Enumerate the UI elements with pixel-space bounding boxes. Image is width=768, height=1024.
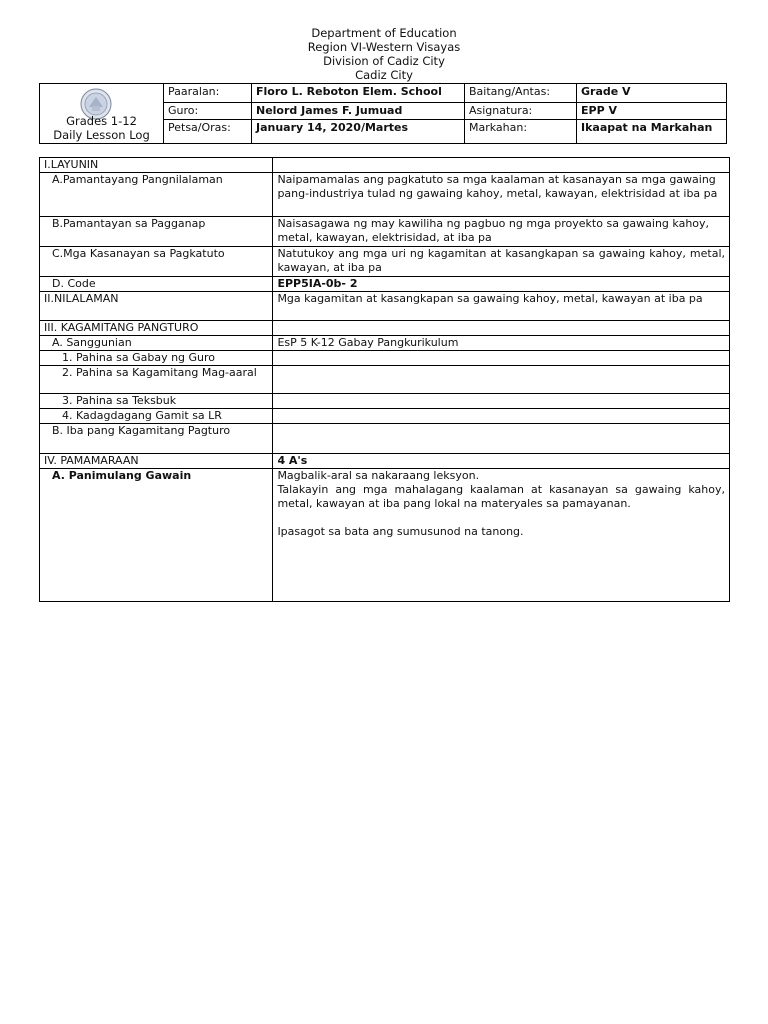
iba-pang-kagamitang-label: B. Iba pang Kagamitang Pagturo [40,424,273,454]
header-line-region: Region VI-Western Visayas [307,40,461,54]
paaralan-value: Floro L. Reboton Elem. School [251,83,465,103]
pamantayang-pangnilalaman-label: A.Pamantayang Pangnilalaman [40,173,273,217]
pahina-kagamitang-mag-aaral-label: 2. Pahina sa Kagamitang Mag-aaral [40,366,273,394]
pahina-gabay-guro-label: 1. Pahina sa Gabay ng Guro [40,351,273,366]
sanggunian-label: A. Sanggunian [40,336,273,351]
kagamitang-pangturo-label: III. KAGAMITANG PANGTURO [40,321,273,336]
pamamaraan-value: 4 A's [273,454,730,469]
grades-label: Grades 1-12 [66,114,137,128]
table-row [40,158,730,173]
markahan-value: Ikaapat na Markahan [576,119,727,144]
petsa-label: Petsa/Oras: [163,119,252,144]
header-line-department: Department of Education [311,26,457,40]
header-line-city: Cadiz City [355,68,413,82]
panimulang-gawain-paragraph-3: Ipasagot sa bata ang sumusunod na tanong. [277,525,524,538]
sanggunian-value: EsP 5 K-12 Gabay Pangkurikulum [273,336,730,351]
table-row [40,173,730,217]
kadagdagang-gamit-label: 4. Kadagdagang Gamit sa LR [40,409,273,424]
table-row [40,351,730,366]
paaralan-label: Paaralan: [163,83,252,103]
nilalaman-label: II.NILALAMAN [40,292,273,321]
nilalaman-value: Mga kagamitan at kasangkapan sa gawaing kahoy, metal, kawayan at iba pa [273,292,730,321]
table-row [40,454,730,469]
table-row [40,321,730,336]
table-row [40,247,730,277]
layunin-label: I.LAYUNIN [40,158,273,173]
guro-value: Nelord James F. Jumuad [251,102,465,120]
kasanayan-sa-pagkatuto-label: C.Mga Kasanayan sa Pagkatuto [40,247,273,277]
table-row [40,366,730,394]
pamantayan-sa-pagganap-label: B.Pamantayan sa Pagganap [40,217,273,247]
table-row [40,394,730,409]
pamantayang-pangnilalaman-value: Naipamamalas ang pagkatuto sa mga kaalaman at kasanayan sa mga gawaing pang-industriya tulad ng gawaing kahoy, metal, kawayan, elektrisidad at iba pa [273,173,730,217]
table-row [40,469,730,602]
panimulang-gawain-paragraph-1: Magbalik-aral sa nakaraang leksyon. [277,469,480,482]
baitang-label: Baitang/Antas: [464,83,577,103]
panimulang-gawain-label: A. Panimulang Gawain [40,469,273,602]
header-line-division: Division of Cadiz City [323,54,445,68]
lesson-table [39,157,730,602]
kasanayan-sa-pagkatuto-value: Natutukoy ang mga uri ng kagamitan at kasangkapan sa gawaing kahoy, metal, kawayan, at iba pa [273,247,730,277]
pahina-kagamitang-mag-aaral-value [273,366,730,394]
kagamitang-pangturo-value [273,321,730,336]
layunin-value [273,158,730,173]
table-row [40,277,730,292]
petsa-value: January 14, 2020/Martes [251,119,465,144]
markahan-label: Markahan: [464,119,577,144]
baitang-value: Grade V [576,83,727,103]
pamamaraan-label: IV. PAMAMARAAN [40,454,273,469]
pahina-teksbuk-value [273,394,730,409]
asignatura-value: EPP V [576,102,727,120]
table-row [40,409,730,424]
panimulang-gawain-value [273,469,730,602]
pamantayan-sa-pagganap-value: Naisasagawa ng may kawiliha ng pagbuo ng mga proyekto sa gawaing kahoy, metal, kawayan, elektrisidad, at iba pa [273,217,730,247]
guro-label: Guro: [163,102,252,120]
table-row [40,336,730,351]
kadagdagang-gamit-value [273,409,730,424]
code-label: D. Code [40,277,273,292]
table-row [40,292,730,321]
code-value: EPP5IA-0b- 2 [273,277,730,292]
panimulang-gawain-paragraph-2: Talakayin ang mga mahalagang kaalaman at kasanayan sa gawaing kahoy, metal, kawayan at iba pang lokal na materyales sa pamayanan. [277,483,725,510]
iba-pang-kagamitang-value [273,424,730,454]
asignatura-label: Asignatura: [464,102,577,120]
table-row [40,424,730,454]
pahina-teksbuk-label: 3. Pahina sa Teksbuk [40,394,273,409]
daily-lesson-log-label: Daily Lesson Log [53,128,150,142]
table-row [40,217,730,247]
pahina-gabay-guro-value [273,351,730,366]
